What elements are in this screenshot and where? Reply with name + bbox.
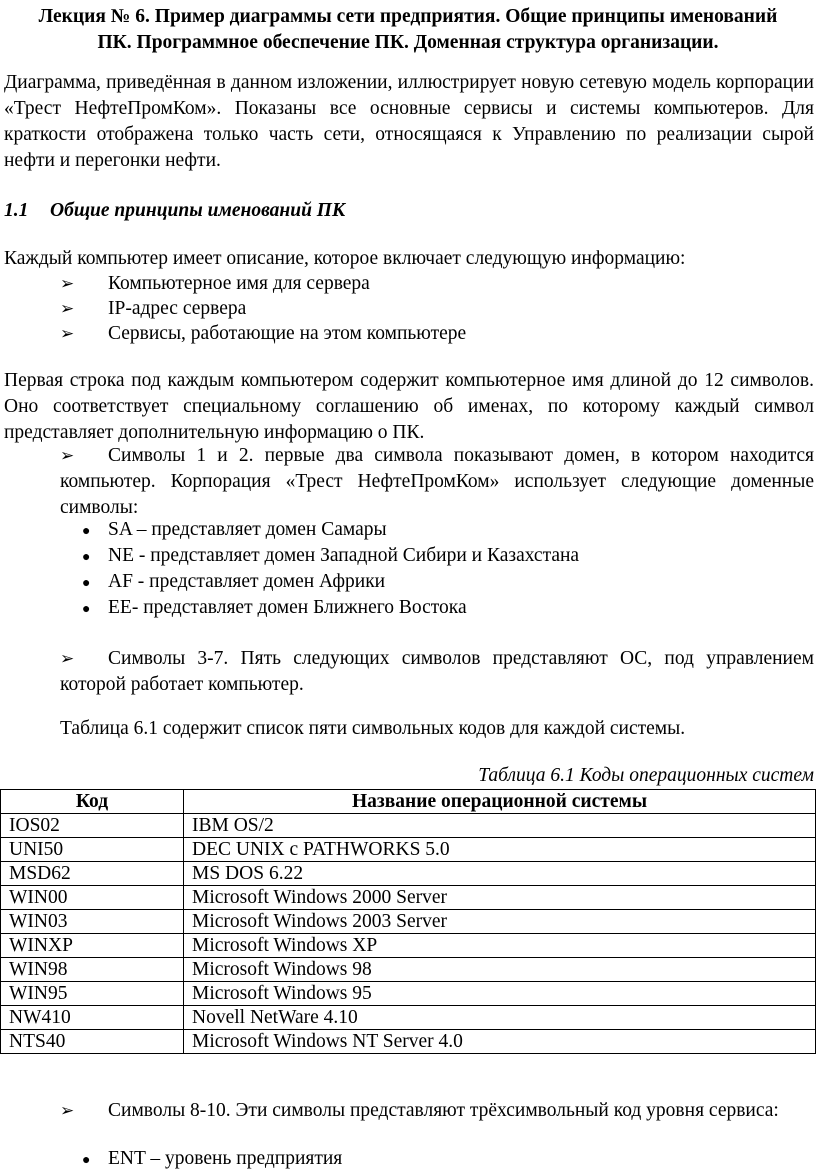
header-os-name: Название операционной системы (184, 790, 816, 814)
os-name: Novell NetWare 4.10 (184, 1006, 816, 1030)
domain-item-text: SA – представляет домен Самары (108, 519, 387, 540)
os-name: Microsoft Windows 98 (184, 958, 816, 982)
table-row (1, 910, 816, 934)
arrow-bullet-icon: ➢ (60, 324, 75, 343)
os-name: Microsoft Windows XP (184, 934, 816, 958)
os-name: Microsoft Windows 2003 Server (184, 910, 816, 934)
section-title: Общие принципы именований ПК (50, 200, 346, 221)
service-level-item (82, 1146, 342, 1174)
arrow-bullet-icon: ➢ (60, 1101, 75, 1120)
domain-item-text: NE - представляет домен Западной Сибири и Казахстана (108, 545, 580, 566)
symbols-8-10-item (60, 1098, 814, 1124)
table-intro: Таблица 6.1 содержит список пяти символьных кодов для каждой системы. (60, 718, 686, 739)
os-name: Microsoft Windows NT Server 4.0 (184, 1030, 816, 1054)
arrow-bullet-icon: ➢ (60, 274, 75, 293)
section-number: 1.1 (4, 200, 29, 221)
os-code: NTS40 (1, 1030, 184, 1054)
arrow-bullet-icon: ➢ (60, 299, 75, 318)
lecture-title-line-2: ПК. Программное обеспечение ПК. Доменная структура организации. (97, 32, 719, 53)
os-code: NW410 (1, 1006, 184, 1030)
description-intro: Каждый компьютер имеет описание, которое включает следующую информацию: (4, 248, 686, 269)
table-row (1, 814, 816, 838)
domain-item (82, 595, 467, 623)
table-row (1, 958, 816, 982)
os-code: WINXP (1, 934, 184, 958)
os-code: IOS02 (1, 814, 184, 838)
os-name: DEC UNIX с PATHWORKS 5.0 (184, 838, 816, 862)
domain-item (82, 543, 579, 571)
table-row (1, 934, 816, 958)
description-item-text: IP-адрес сервера (108, 298, 247, 319)
intro-paragraph: Диаграмма, приведённая в данном изложении, иллюстрирует новую сетевую модель корпорации «Трест НефтеПромКом». Показаны все основные сервисы и системы компьютеров. Для краткости отображена только часть сети, относящаяся к Управлению по реализации сырой нефти и перегонки нефти. (4, 72, 814, 171)
table-row (1, 1030, 816, 1054)
os-name: IBM OS/2 (184, 814, 816, 838)
domain-item-text: EE- представляет домен Ближнего Востока (108, 597, 467, 618)
domain-item (82, 517, 387, 545)
bullet-dot-icon: ● (82, 576, 91, 591)
table-row (1, 862, 816, 886)
table-header-row (1, 790, 816, 814)
os-codes-table (0, 789, 816, 1054)
symbols-3-7-item (60, 646, 814, 698)
table-row (1, 886, 816, 910)
symbols-1-2-text: Символы 1 и 2. первые два символа показывают домен, в котором находится компьютер. Корпорация «Трест НефтеПромКом» использует следующие доменные символы: (60, 445, 814, 518)
header-code: Код (1, 790, 184, 814)
lecture-title-line-1: Лекция № 6. Пример диаграммы сети предприятия. Общие принципы именований (38, 6, 778, 27)
bullet-dot-icon: ● (82, 602, 91, 617)
os-name: Microsoft Windows 95 (184, 982, 816, 1006)
bullet-dot-icon: ● (82, 1153, 91, 1168)
symbols-8-10-text: Символы 8-10. Эти символы представляют трёхсимвольный код уровня сервиса: (108, 1100, 779, 1121)
os-code: UNI50 (1, 838, 184, 862)
os-code: WIN03 (1, 910, 184, 934)
lecture-title (0, 4, 816, 56)
domain-item-text: AF - представляет домен Африки (108, 571, 386, 592)
arrow-bullet-icon: ➢ (60, 649, 75, 668)
description-item-text: Компьютерное имя для сервера (108, 273, 370, 294)
os-name: MS DOS 6.22 (184, 862, 816, 886)
os-code: WIN95 (1, 982, 184, 1006)
bullet-dot-icon: ● (82, 524, 91, 539)
table-caption: Таблица 6.1 Коды операционных систем (478, 765, 814, 786)
service-level-text: ENT – уровень предприятия (108, 1148, 343, 1169)
description-item-text: Сервисы, работающие на этом компьютере (108, 323, 467, 344)
section-heading (4, 198, 345, 224)
naming-paragraph: Первая строка под каждым компьютером содержит компьютерное имя длиной до 12 символов. Оно соответствует специальному соглашению об именах, по которому каждый символ представляет дополнительную информацию о ПК. (4, 370, 814, 443)
arrow-bullet-icon: ➢ (60, 446, 75, 465)
os-code: WIN00 (1, 886, 184, 910)
bullet-dot-icon: ● (82, 550, 91, 565)
os-code: MSD62 (1, 862, 184, 886)
table-row (1, 1006, 816, 1030)
table-row (1, 838, 816, 862)
domain-item (82, 569, 385, 597)
symbols-3-7-text: Символы 3-7. Пять следующих символов представляют ОС, под управлением которой работает компьютер. (60, 648, 814, 695)
table-row (1, 982, 816, 1006)
os-name: Microsoft Windows 2000 Server (184, 886, 816, 910)
symbols-1-2-item (60, 443, 814, 521)
os-code: WIN98 (1, 958, 184, 982)
